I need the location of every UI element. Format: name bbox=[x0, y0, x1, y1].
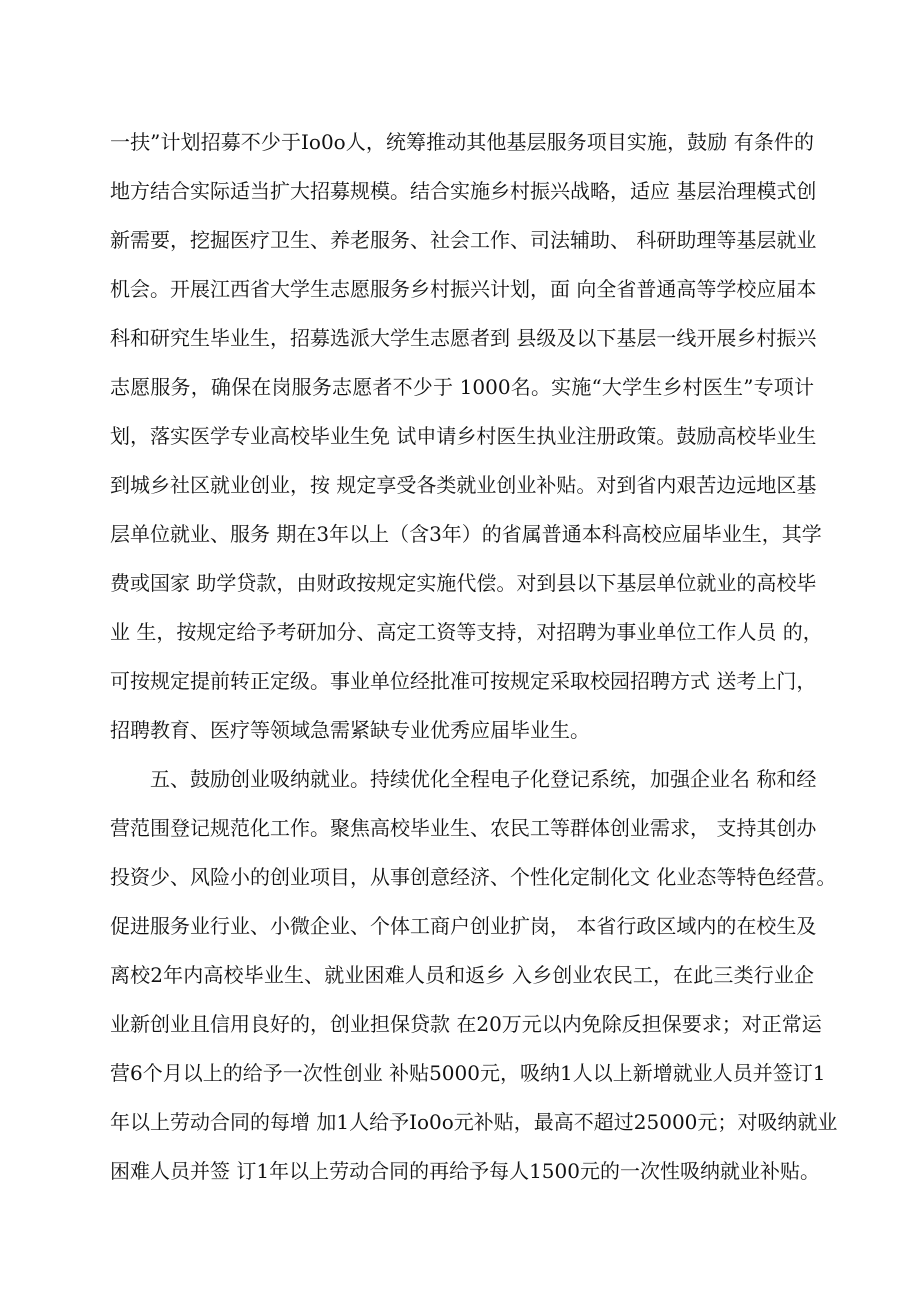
text-line: 志愿服务，确保在岗服务志愿者不少于 1000名。实施“大学生乡村医生”专项计 bbox=[110, 375, 814, 399]
text-line: 困难人员并签 订1年以上劳动合同的再给予每人1500元的一次性吸纳就业补贴。 bbox=[110, 1159, 820, 1183]
text-line: 层单位就业、服务 期在3年以上（含3年）的省属普通本科高校应届毕业生，其学 bbox=[110, 522, 822, 546]
text-line: 可按规定提前转正定级。事业单位经批准可按规定采取校园招聘方式 送考上门， bbox=[110, 669, 817, 693]
text-line: 促进服务业行业、小微企业、个体工商户创业扩岗， 本省行政区域内的在校生及 bbox=[110, 914, 817, 938]
text-line: 机会。开展江西省大学生志愿服务乡村振兴计划，面 向全省普通高等学校应届本 bbox=[110, 277, 817, 301]
text-line: 营6个月以上的给予一次性创业 补贴5000元，吸纳1人以上新增就业人员并签订1 bbox=[110, 1061, 826, 1085]
text-line: 科和研究生毕业生，招募选派大学生志愿者到 县级及以下基层一线开展乡村振兴 bbox=[110, 326, 817, 350]
text-line: 费或国家 助学贷款，由财政按规定实施代偿。对到县以下基层单位就业的高校毕 bbox=[110, 571, 817, 595]
text-line: 新需要，挖掘医疗卫生、养老服务、社会工作、司法辅助、 科研助理等基层就业 bbox=[110, 228, 817, 252]
text-line: 一扶”计划招募不少于Io0o人，统筹推动其他基层服务项目实施，鼓励 有条件的 bbox=[110, 130, 814, 154]
text-line: 业 生，按规定给予考研加分、高定工资等支持，对招聘为事业单位工作人员 的， bbox=[110, 620, 823, 644]
text-line: 划，落实医学专业高校毕业生免 试申请乡村医生执业注册政策。鼓励高校毕业生 bbox=[110, 424, 817, 448]
text-line: 地方结合实际适当扩大招募规模。结合实施乡村振兴战略，适应 基层治理模式创 bbox=[110, 179, 817, 203]
text-line: 业新创业且信用良好的，创业担保贷款 在20万元以内免除反担保要求；对正常运 bbox=[110, 1012, 822, 1036]
text-line: 离校2年内高校毕业生、就业困难人员和返乡 入乡创业农民工，在此三类行业企 bbox=[110, 963, 814, 987]
text-line: 营范围登记规范化工作。聚焦高校毕业生、农民工等群体创业需求， 支持其创办 bbox=[110, 816, 817, 840]
paragraph-first-line: 五、鼓励创业吸纳就业。持续优化全程电子化登记系统，加强企业名 称和经 bbox=[150, 767, 817, 791]
text-line: 年以上劳动合同的每增 加1人给予Io0o元补贴，最高不超过25000元；对吸纳就业 bbox=[110, 1110, 838, 1134]
text-line: 到城乡社区就业创业，按 规定享受各类就业创业补贴。对到省内艰苦边远地区基 bbox=[110, 473, 817, 497]
text-line: 投资少、风险小的创业项目，从事创意经济、个性化定制化文 化业态等特色经营。 bbox=[110, 865, 837, 889]
text-line: 招聘教育、医疗等领域急需紧缺专业优秀应届毕业生。 bbox=[110, 718, 590, 742]
